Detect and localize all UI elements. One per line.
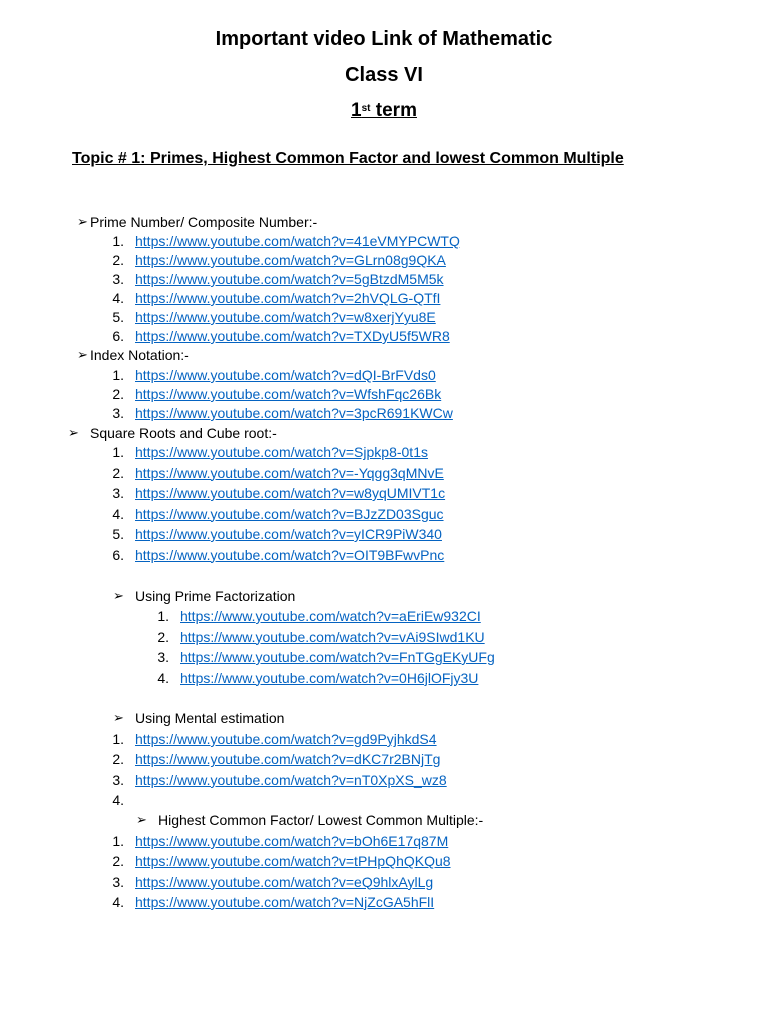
list-number: 2.: [112, 386, 124, 402]
list-number: 2.: [112, 252, 124, 268]
list-number: 1.: [112, 444, 124, 460]
list-number: 2.: [112, 464, 124, 481]
video-link[interactable]: https://www.youtube.com/watch?v=TXDyU5f5WR8: [135, 328, 450, 344]
video-link[interactable]: https://www.youtube.com/watch?v=eQ9hlxAylLg: [135, 873, 434, 890]
video-link[interactable]: https://www.youtube.com/watch?v=FnTGgEKyUFg: [180, 649, 495, 665]
video-link[interactable]: https://www.youtube.com/watch?v=0H6jlOFjy3U: [180, 669, 479, 686]
list-number: 4.: [112, 893, 124, 910]
term-title: [0, 100, 768, 122]
list-number: 6.: [112, 546, 124, 563]
arrow-bullet-icon: ➢: [113, 710, 124, 725]
list-number: 6.: [112, 328, 124, 344]
video-link[interactable]: https://www.youtube.com/watch?v=gd9PyjhkdS4: [135, 731, 437, 747]
list-number: 3.: [112, 485, 124, 501]
list-number: 4.: [112, 505, 124, 522]
list-number: 1.: [112, 367, 124, 383]
list-number: 5.: [112, 526, 124, 542]
arrow-bullet-icon: ➢: [77, 347, 88, 362]
list-number: 2.: [157, 628, 169, 645]
video-link[interactable]: https://www.youtube.com/watch?v=w8xerjYyu8E: [135, 309, 436, 325]
list-number: 3.: [112, 771, 124, 788]
arrow-bullet-icon: ➢: [77, 214, 88, 229]
class-title: Class VI: [345, 64, 423, 86]
video-link[interactable]: https://www.youtube.com/watch?v=tPHpQhQKQu8: [135, 853, 451, 870]
document-title: Important video Link of Mathematic: [215, 28, 553, 50]
video-link[interactable]: https://www.youtube.com/watch?v=2hVQLG-QTfI: [135, 290, 441, 306]
video-link[interactable]: https://www.youtube.com/watch?v=NjZcGA5hFlI: [135, 893, 435, 910]
list-number: 4.: [157, 669, 169, 686]
video-link[interactable]: https://www.youtube.com/watch?v=yICR9PiW340: [135, 526, 442, 542]
term-number: 1: [351, 100, 362, 121]
video-link[interactable]: https://www.youtube.com/watch?v=GLrn08g9QKA: [135, 252, 446, 268]
section-heading-roots: Square Roots and Cube root:-: [90, 425, 277, 441]
video-link[interactable]: https://www.youtube.com/watch?v=5gBtzdM5M5k: [135, 271, 444, 287]
section-heading-prime: Prime Number/ Composite Number:-: [90, 214, 318, 230]
arrow-bullet-icon: ➢: [68, 425, 79, 440]
video-link[interactable]: https://www.youtube.com/watch?v=-Yqgg3qMNvE: [135, 464, 444, 481]
list-number: 4.: [112, 290, 124, 306]
term-superscript: st: [361, 103, 371, 114]
list-number: 3.: [157, 649, 169, 665]
arrow-bullet-icon: ➢: [113, 588, 124, 603]
list-number: 2.: [112, 853, 124, 870]
video-link[interactable]: https://www.youtube.com/watch?v=OIT9BFwvPnc: [135, 546, 445, 563]
section-heading-factorization: Using Prime Factorization: [135, 588, 296, 604]
video-link[interactable]: https://www.youtube.com/watch?v=41eVMYPCWTQ: [135, 233, 460, 249]
video-link[interactable]: https://www.youtube.com/watch?v=bOh6E17q87M: [135, 833, 449, 849]
list-number: 1.: [112, 833, 124, 849]
list-number: 3.: [112, 405, 124, 421]
list-number: 2.: [112, 751, 124, 768]
video-link[interactable]: https://www.youtube.com/watch?v=w8yqUMIVT1c: [135, 485, 446, 501]
section-heading-hcf: Highest Common Factor/ Lowest Common Multiple:-: [158, 812, 484, 828]
video-link[interactable]: https://www.youtube.com/watch?v=BJzZD03Sguc: [135, 505, 444, 522]
list-number: 5.: [112, 309, 124, 325]
list-number: 1.: [157, 608, 169, 624]
video-link[interactable]: https://www.youtube.com/watch?v=dQI-BrFVds0: [135, 367, 436, 383]
video-link[interactable]: https://www.youtube.com/watch?v=WfshFqc26Bk: [135, 386, 442, 402]
video-link[interactable]: https://www.youtube.com/watch?v=Sjpkp8-0t1s: [135, 444, 428, 460]
term-word: term: [370, 100, 417, 121]
video-link[interactable]: https://www.youtube.com/watch?v=3pcR691KWCw: [135, 405, 453, 421]
video-link[interactable]: https://www.youtube.com/watch?v=aEriEw932CI: [180, 608, 481, 624]
topic-heading: Topic # 1: Primes, Highest Common Factor and lowest Common Multiple: [72, 150, 624, 167]
section-heading-index: Index Notation:-: [90, 347, 189, 363]
arrow-bullet-icon: ➢: [136, 812, 147, 827]
video-link[interactable]: https://www.youtube.com/watch?v=dKC7r2BNjTg: [135, 751, 441, 768]
list-number: 3.: [112, 873, 124, 890]
video-link[interactable]: https://www.youtube.com/watch?v=vAi9SIwd1KU: [180, 628, 485, 645]
list-number: 1.: [112, 233, 124, 249]
section-heading-mental: Using Mental estimation: [135, 710, 285, 726]
list-number: 1.: [112, 731, 124, 747]
video-link[interactable]: https://www.youtube.com/watch?v=nT0XpXS_wz8: [135, 771, 447, 788]
list-number: 4.: [112, 791, 124, 808]
list-number: 3.: [112, 271, 124, 287]
